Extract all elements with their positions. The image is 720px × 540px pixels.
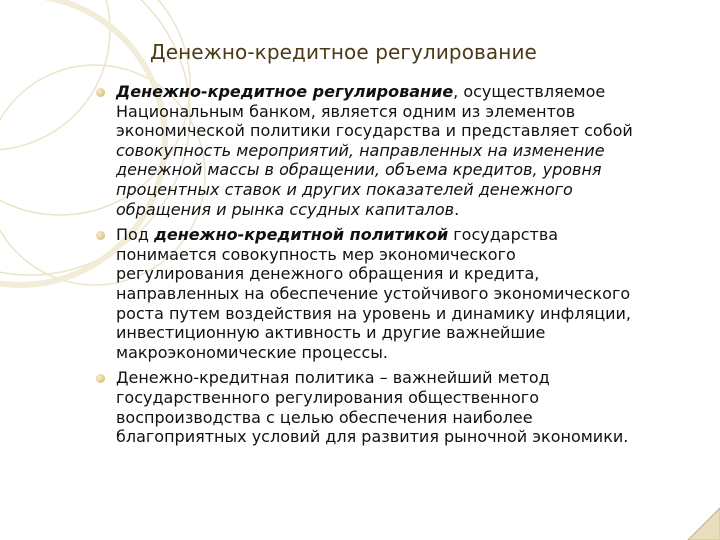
- text-segment: Денежно-кредитная политика – важнейший метод: [116, 368, 550, 388]
- text-line: [116, 180, 696, 200]
- text-line: [116, 284, 696, 304]
- text-segment: направленных на обеспечение устойчивого экономического: [116, 283, 631, 303]
- text-segment: воспроизводства с целью обеспечения наиболее: [116, 407, 533, 427]
- text-line: [116, 121, 696, 141]
- text-segment: Национальным банком, является одним из элементов: [116, 101, 576, 121]
- text-line: [116, 200, 696, 220]
- bullet-paragraph: [96, 225, 696, 362]
- text-line: [116, 427, 696, 447]
- text-line: [116, 388, 696, 408]
- text-segment: благоприятных условий для развития рыночной экономики.: [116, 427, 629, 447]
- bullet-paragraph: [96, 82, 696, 219]
- text-line: [116, 160, 696, 180]
- text-line: [116, 82, 696, 102]
- text-segment: обращения и рынка ссудных капиталов: [116, 199, 455, 219]
- text-segment: процентных ставок и других показателей денежного: [116, 179, 573, 199]
- text-segment: денежной массы в обращении, объема кредитов, уровня: [116, 160, 602, 180]
- slide-title: Денежно-кредитное регулирование: [150, 40, 537, 64]
- text-line: [116, 323, 696, 343]
- text-segment: , осуществляемое: [453, 82, 606, 101]
- text-segment: экономической политики государства и представляет собой: [116, 121, 633, 141]
- text-line: [116, 343, 696, 363]
- bullet-paragraph: [96, 368, 696, 446]
- text-segment: государственного регулирования общественного: [116, 387, 539, 407]
- bullet-icon: [96, 231, 105, 240]
- text-line: [116, 408, 696, 428]
- text-segment: Денежно-кредитное регулирование: [116, 82, 454, 101]
- text-segment: .: [454, 199, 460, 219]
- text-line: [116, 368, 696, 388]
- text-line: [116, 225, 696, 245]
- bullet-icon: [96, 374, 105, 383]
- text-segment: инвестиционную активность и другие важнейшие: [116, 323, 546, 343]
- text-segment: государства: [448, 225, 559, 245]
- slide-body: [96, 82, 696, 453]
- text-segment: регулирования денежного обращения и кредита,: [116, 264, 540, 284]
- text-segment: макроэкономические процессы.: [116, 342, 388, 362]
- text-segment: понимается совокупность мер экономического: [116, 244, 516, 264]
- text-line: [116, 245, 696, 265]
- text-segment: роста путем воздействия на уровень и динамику инфляции,: [116, 303, 631, 323]
- text-segment: совокупность мероприятий, направленных на изменение: [116, 140, 605, 160]
- text-line: [116, 264, 696, 284]
- text-segment: денежно-кредитной политикой: [153, 225, 449, 245]
- text-line: [116, 304, 696, 324]
- corner-fold: [688, 508, 720, 540]
- text-line: [116, 102, 696, 122]
- text-segment: Под: [116, 225, 154, 245]
- text-line: [116, 141, 696, 161]
- bullet-icon: [96, 88, 105, 97]
